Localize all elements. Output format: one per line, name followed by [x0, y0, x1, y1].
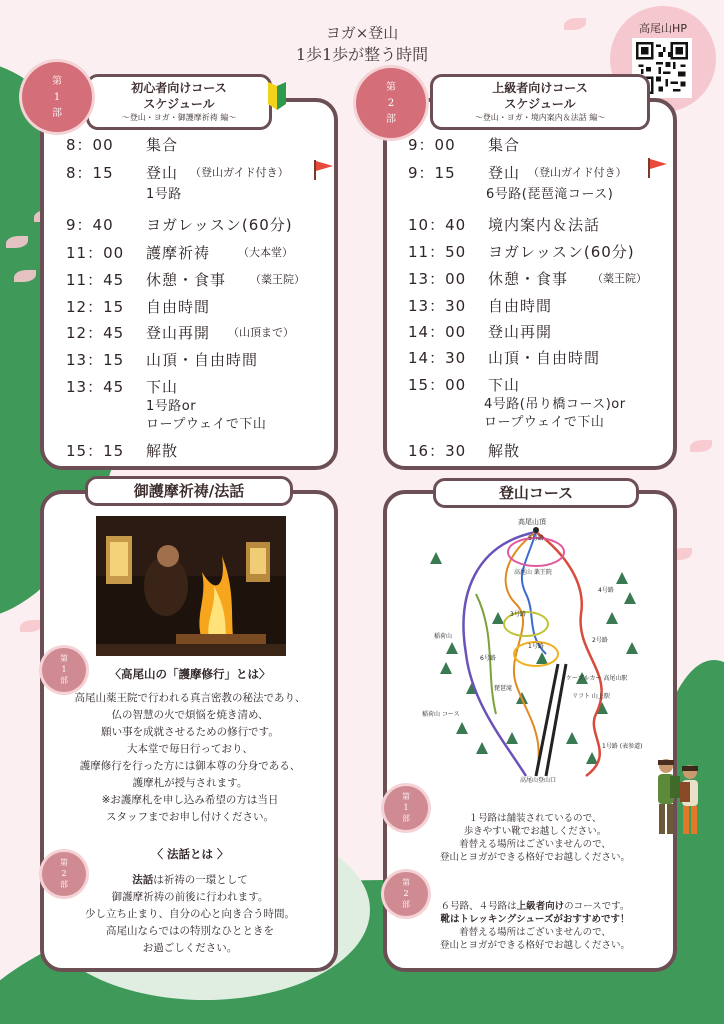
- schedule-event: ヨガレッスン(60分): [146, 216, 293, 234]
- schedule-row: [66, 440, 336, 460]
- schedule-row: [66, 349, 336, 369]
- schedule-row: [408, 134, 674, 154]
- schedule-event: 自由時間: [488, 297, 553, 315]
- route-note-part2: ６号路、４号路は上級者向けのコースです。 靴はトレッキングシューズがおすすめです！ 着替える場所はございませんので、 登山とヨガができる格好でお越しください。: [400, 900, 670, 952]
- schedule-event: 護摩祈祷: [146, 244, 211, 262]
- map-label-summit: 高尾山頂: [518, 518, 546, 526]
- text-line: 着替える場所はございませんので、: [459, 839, 611, 850]
- schedule-event: 自由時間: [146, 298, 211, 316]
- schedule-time: 14：30: [408, 349, 467, 367]
- text-line: 登山とヨガができる格好でお越しください。: [439, 940, 630, 951]
- schedule-time: 13：00: [408, 270, 467, 288]
- schedule-time: 16：30: [408, 442, 467, 460]
- schedule-event: 登山: [146, 164, 179, 182]
- schedule-time: 15：15: [66, 442, 125, 460]
- schedule-note: （大本堂）: [238, 246, 293, 259]
- schedule-row: [66, 269, 336, 289]
- svg-text:4号路: 4号路: [598, 587, 614, 594]
- schedule-event: 休憩・食事: [146, 271, 227, 289]
- schedule-note: （登山ガイド付き）: [190, 166, 289, 179]
- schedule-time: 9：40: [66, 216, 114, 234]
- svg-text:琵琶滝: 琵琶滝: [494, 685, 513, 692]
- part1-badge-small: 第 1 部: [42, 648, 86, 692]
- schedule-time: 9：00: [408, 136, 456, 154]
- schedule-time: 8：00: [66, 136, 114, 154]
- schedule-note: （登山ガイド付き）: [528, 166, 627, 179]
- goma-section1: [52, 666, 328, 826]
- svg-text:リフト 山上駅: リフト 山上駅: [572, 693, 610, 700]
- schedule-row: [408, 321, 674, 341]
- schedule-note: （薬王院）: [250, 273, 305, 286]
- text-line: １号路は舗装されているので、: [468, 813, 602, 824]
- schedule-time: 13：30: [408, 297, 467, 315]
- text-line: 御護摩祈祷の前後に行われます。: [111, 891, 269, 903]
- schedule-note: （薬王院）: [592, 272, 647, 285]
- text-line: 願い事を成就させるための修行です。: [101, 726, 279, 738]
- schedule-event: 集合: [146, 136, 179, 154]
- goma-header: 御護摩祈祷/法話: [85, 476, 293, 506]
- goma-heading1: 〈高尾山の「護摩修行」とは〉: [109, 667, 271, 681]
- svg-text:1号路 (表参道): 1号路 (表参道): [602, 743, 643, 750]
- schedule-row: [66, 376, 336, 396]
- goma-heading2: 〈 法話とは 〉: [151, 847, 229, 861]
- schedule-time: 12：15: [66, 298, 125, 316]
- schedule-row: [408, 241, 674, 261]
- svg-text:稲荷山: 稲荷山: [434, 633, 453, 640]
- text-line: 登山とヨガができる格好でお越しください。: [439, 852, 630, 863]
- schedule-time: 14：00: [408, 323, 467, 341]
- schedule-time: 15：00: [408, 376, 467, 394]
- schedule-time: 11：00: [66, 244, 125, 262]
- svg-text:高尾山登山口: 高尾山登山口: [520, 777, 557, 784]
- schedule-event: 解散: [488, 442, 521, 460]
- beginner-descent-note1: 1号路or: [146, 399, 197, 414]
- schedule-time: 9：15: [408, 164, 456, 182]
- route-header: 登山コース: [433, 478, 639, 508]
- schedule-event: 登山: [488, 164, 521, 182]
- svg-text:6号路: 6号路: [480, 655, 496, 662]
- part2-badge: 第 2 部: [356, 68, 426, 138]
- advanced-subtitle: 〜登山・ヨガ・境内案内＆法話 編〜: [474, 113, 606, 122]
- schedule-event: 山頂・自由時間: [488, 349, 601, 367]
- schedule-time: 13：45: [66, 378, 125, 396]
- text-line: 護摩札が授与されます。: [132, 777, 248, 789]
- schedule-row: [66, 134, 336, 154]
- schedule-row: [66, 242, 336, 262]
- part2-badge-route: 第 2 部: [384, 872, 428, 916]
- flag-icon: [646, 156, 668, 178]
- part2-badge-small: 第 2 部: [42, 852, 86, 896]
- schedule-event: 下山: [488, 376, 521, 394]
- text-line: ※お護摩札を申し込み希望の方は当日: [101, 794, 279, 806]
- beginner-route-note: 1号路: [146, 187, 182, 202]
- schedule-event: 集合: [488, 136, 521, 154]
- goma-fire-photo: [96, 516, 286, 656]
- qr-label: 高尾山HP: [639, 22, 687, 35]
- beginner-mark-icon: [266, 82, 288, 112]
- part1-badge-route: 第 1 部: [384, 786, 428, 830]
- beginner-descent-note2: ロープウェイで下山: [146, 417, 267, 432]
- beginner-title1: 初心者向けコース: [131, 81, 227, 95]
- svg-text:ケーブルカー 高尾山駅: ケーブルカー 高尾山駅: [566, 675, 628, 682]
- flag-icon: [312, 158, 334, 180]
- text-line: お過ごしください。: [142, 942, 238, 954]
- trail-map: [416, 514, 660, 784]
- schedule-time: 11：50: [408, 243, 467, 261]
- title-line1: ヨガ×登山: [325, 24, 399, 42]
- schedule-event: 登山再開: [146, 324, 211, 342]
- schedule-time: 8：15: [66, 164, 114, 182]
- text-line: 仏の智慧の火で煩悩を焼き清め、: [111, 709, 269, 721]
- beginner-schedule-header: [86, 74, 272, 130]
- svg-text:3号路: 3号路: [510, 611, 526, 618]
- advanced-route-note: 6号路(琵琶滝コース): [486, 187, 614, 202]
- schedule-row: [66, 162, 336, 182]
- text-line: 大本堂で毎日行っており、: [127, 743, 253, 755]
- schedule-row: [66, 214, 336, 234]
- petal-decoration: [20, 620, 42, 632]
- text-line: 高尾山薬王院で行われる真言密教の秘法であり、: [74, 692, 306, 704]
- svg-text:高尾山 薬王院: 高尾山 薬王院: [514, 569, 552, 576]
- schedule-row: [408, 347, 674, 367]
- part1-badge: 第 1 部: [22, 62, 92, 132]
- beginner-subtitle: 〜登山・ヨガ・御護摩祈祷 編〜: [121, 113, 237, 122]
- schedule-row: [408, 268, 674, 288]
- advanced-descent-note2: ロープウェイで下山: [484, 415, 605, 430]
- schedule-note: （山頂まで）: [228, 326, 294, 339]
- advanced-descent-note1: 4号路(吊り橋コース)or: [484, 397, 626, 412]
- schedule-event: 休憩・食事: [488, 270, 569, 288]
- svg-text:1号路: 1号路: [528, 643, 544, 650]
- svg-text:5号路: 5号路: [528, 535, 544, 542]
- svg-text:2号路: 2号路: [592, 637, 608, 644]
- schedule-event: 登山再開: [488, 323, 553, 341]
- petal-decoration: [690, 440, 712, 452]
- schedule-row: [408, 295, 674, 315]
- schedule-event: 解散: [146, 442, 179, 460]
- title-line2: 1歩1歩が整う時間: [295, 45, 429, 64]
- schedule-time: 11：45: [66, 271, 125, 289]
- advanced-schedule-header: [430, 74, 650, 130]
- schedule-event: 下山: [146, 378, 179, 396]
- schedule-row: [408, 214, 674, 234]
- text-line: 護摩修行を行った方には御本尊の分身である、: [79, 760, 301, 772]
- schedule-event: 境内案内＆法話: [488, 216, 601, 234]
- houwa-bold: 法話: [132, 874, 154, 886]
- schedule-row: [66, 296, 336, 316]
- schedule-time: 13：15: [66, 351, 125, 369]
- svg-text:稲荷山 コース: 稲荷山 コース: [422, 711, 460, 718]
- schedule-row: [408, 374, 674, 394]
- advanced-title2: スケジュール: [504, 97, 576, 111]
- houwa-first: は祈祷の一環として: [153, 874, 248, 886]
- schedule-time: 12：45: [66, 324, 125, 342]
- schedule-row: [408, 440, 674, 460]
- schedule-event: 山頂・自由時間: [146, 351, 259, 369]
- advanced-title1: 上級者向けコース: [492, 81, 588, 95]
- schedule-row: [66, 322, 336, 342]
- text-line: スタッフまでお申し付けください。: [106, 811, 274, 823]
- text-line: 少し立ち止まり、自分の心と向き合う時間。: [85, 908, 295, 920]
- route-note-part1: [400, 812, 670, 864]
- text-line: 歩きやすい靴でお越しください。: [463, 826, 607, 837]
- schedule-time: 10：40: [408, 216, 467, 234]
- schedule-event: ヨガレッスン(60分): [488, 243, 635, 261]
- beginner-title2: スケジュール: [143, 97, 215, 111]
- text-line: 高尾山ならではの特別なひとときを: [106, 925, 274, 937]
- goma-section2: [52, 846, 328, 957]
- schedule-row: [408, 162, 674, 182]
- text-line: 着替える場所はございませんので、: [459, 927, 611, 938]
